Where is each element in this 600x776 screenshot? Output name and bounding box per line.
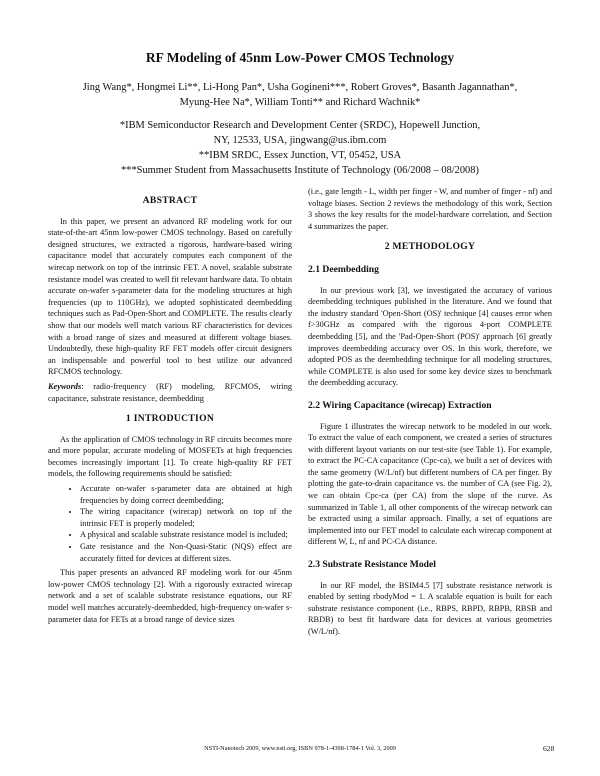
affiliations <box>60 118 540 178</box>
author-line-1: Jing Wang*, Hongmei Li**, Li-Hong Pan*, Usha Gogineni***, Robert Groves*, Basanth Jagannathan*, <box>82 82 518 93</box>
intro-paragraph-1: As the application of CMOS technology in RF circuits becomes more and more popular, accurate modeling of MOSFETs at high frequencies becomes increasingly important [1]. To create high-quality RF FET models, the following requirements should be satisfied: <box>48 434 292 479</box>
subsection-deembedding: 2.1 Deembedding <box>308 263 379 275</box>
affiliation-3: ***Summer Student from Massachusetts Institute of Technology (06/2008 – 08/2008) <box>121 165 479 176</box>
page-number: 628 <box>543 744 555 753</box>
list-item: • A physical and scalable substrate resistance model is included; <box>80 529 292 541</box>
subsection-wirecap: 2.2 Wiring Capacitance (wirecap) Extraction <box>308 399 492 411</box>
deembedding-text: In our previous work [3], we investigated the accuracy of various deembedding techniques published in the literature. And we found that the industry standard 'Open-Short (OS)' technique [4] causes error when f>30GHz as compared with the rigorous 4-port COMPLETE deembedding [5], and the 'Pad-Open-Short (POS)' approach [6] greatly improves deembedding accuracy over OS. In this work, therefore, we adopted POS as the deembedding technique for all modeling structures, while COMPLETE is also used for some key device sizes to benchmark the deembedding accuracy. <box>308 285 552 388</box>
list-item: • The wiring capacitance (wirecap) network on top of the intrinsic FET is properly modeled; <box>80 506 292 529</box>
keywords-label: Keywords <box>48 381 82 391</box>
keywords <box>48 381 292 404</box>
paper-title: RF Modeling of 45nm Low-Power CMOS Technology <box>145 50 455 65</box>
intro-heading: 1 INTRODUCTION <box>125 413 215 425</box>
list-item: • Gate resistance and the Non-Quasi-Static (NQS) effect are accurately fitted for devices at different sizes. <box>80 541 292 564</box>
affiliation-1b: NY, 12533, USA, jingwang@us.ibm.com <box>213 135 387 146</box>
abstract-heading: ABSTRACT <box>142 195 198 206</box>
wirecap-text: Figure 1 illustrates the wirecap network to be modeled in our work. To extract the value of each component, we created a series of structures with different layout variants on our test-site (see Table 1). For example, to extract the PC-CA capacitance (Cpc-ca), we built a set of devices with the same geometry (W/L/nf) but different numbers of CA per finger. By plotting the gate-to-drain capacitance vs. the number of CA (see Fig. 2), we can obtain Cpc-ca (per CA) from the slope of the curve. As summarized in Table 1, all other components of the wirecap network can be extracted using a similar approach. Finally, a set of equations are implemented into our FET model to calculate each wirecap component at different W, L, nf and PC-CA distance. <box>308 421 552 547</box>
right-column <box>308 186 552 641</box>
author-line-2: Myung-Hee Na*, William Tonti** and Richard Wachnik* <box>179 97 421 108</box>
intro-continued: (i.e., gate length - L, width per finger - W, and number of finger - nf) and voltage biases. Section 2 reviews the methodology of this work, Section 3 shows the key results for the model-hardware correlation, and Section 4 summarizes the paper. <box>308 187 552 231</box>
left-column <box>48 186 292 628</box>
footer-citation: NSTI-Nanotech 2009, www.nsti.org, ISBN 978-1-4398-1784-1 Vol. 3, 2009 <box>204 745 396 752</box>
author-list <box>60 80 540 110</box>
affiliation-1: *IBM Semiconductor Research and Development Center (SRDC), Hopewell Junction, <box>119 120 481 131</box>
substrate-text: In our RF model, the BSIM4.5 [7] substrate resistance network is enabled by setting rbodyMod = 1. A scalable equation is built for each substrate resistance component (i.e., RBPS, RBPD, RBPB, RBSB and RBDB) to best fit hardware data for devices at various geometries (W/L/nf). <box>308 580 552 636</box>
abstract-text: In this paper, we present an advanced RF modeling work for our state-of-the-art 45nm low-power CMOS technology. Based on carefully designed structures, we extracted a rigorous, hardware-based wiring capacitance model that accurately computes each component of the wirecap network on top of the intrinsic FET. A novel, scalable substrate resistance model was created to well fit relevant hardware data. To obtain accurate on-wafer s-parameter data for the modeling structures at high frequencies (up to 110GHz), we adopted sophisticated deembedding techniques such as Pad-Open-Short and COMPLETE. The results clearly show that our models well match various RF characteristics for devices with a broad range of sizes and measured at different voltage biases. Undoubtedly, these high-quality RF FET models offer circuit designers an indispensable and powerful tool to best utilize our advanced RFCMOS technology. <box>48 216 292 377</box>
intro-paragraph-2: This paper presents an advanced RF modeling work for our 45nm low-power CMOS technology [2]. With a rigorously extracted wirecap network and a set of scalable substrate resistance equations, our RF model well matches accurately-deembedded, high-frequency on-wafer s-parameter data for FETs at a broad range of device sizes <box>48 568 292 624</box>
affiliation-2: **IBM SRDC, Essex Junction, VT, 05452, USA <box>198 150 402 161</box>
requirements-list <box>48 483 292 564</box>
keywords-text: : radio-frequency (RF) modeling, RFCMOS, wiring capacitance, substrate resistance, deembedding <box>48 381 292 403</box>
list-item: • Accurate on-wafer s-parameter data are obtained at high frequencies by doing correct deembedding; <box>80 483 292 506</box>
subsection-substrate: 2.3 Substrate Resistance Model <box>308 559 436 571</box>
methodology-heading: 2 METHODOLOGY <box>384 241 476 253</box>
